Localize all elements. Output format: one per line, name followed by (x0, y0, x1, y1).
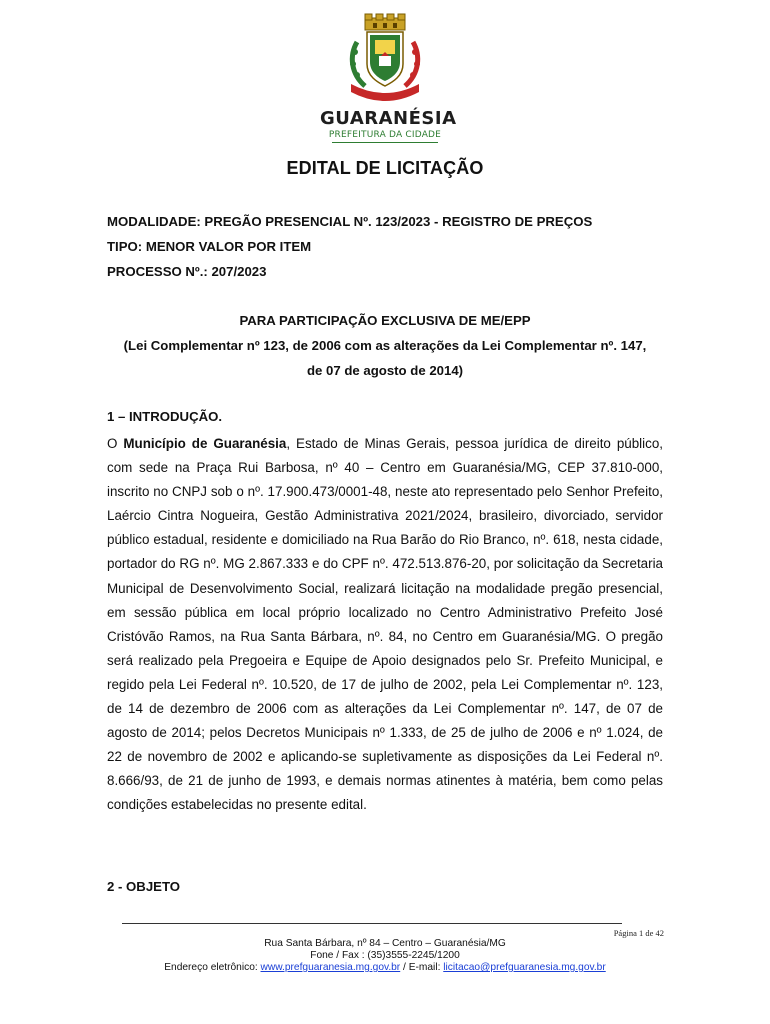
footer-contact (0, 962, 770, 973)
footer-phone: Fone / Fax : (35)3555-2245/1200 (310, 950, 460, 961)
processo-line: PROCESSO Nº.: 207/2023 (107, 264, 267, 279)
footer-address: Rua Santa Bárbara, nº 84 – Centro – Guaranésia/MG (264, 938, 506, 949)
city-crest-icon (343, 12, 427, 108)
participation-law-line-2: de 07 de agosto de 2014) (306, 363, 464, 378)
objeto-heading: 2 - OBJETO (107, 879, 181, 894)
intro-heading: 1 – INTRODUÇÃO. (107, 409, 223, 424)
participation-heading: PARA PARTICIPAÇÃO EXCLUSIVA DE ME/EPP (239, 313, 531, 328)
intro-body: , Estado de Minas Gerais, pessoa jurídica de direito público, com sede na Praça Rui Barbosa, nº 40 – Centro em Guaranésia/MG, CEP 37.810-000, inscrito no CNPJ sob o nº. 17.900.473/0001-48, neste ato representado pelo Senhor Prefeito, Laércio Cintra Nogueira, Gestão Administrativa 2021/2024, brasileiro, divorciado, servidor público estadual, residente e domiciliado na Rua Barão do Rio Branco, nº. 618, nesta cidade, portador do RG nº. MG 2.867.333 e do CPF nº. 472.513.876-20, por solicitação da Secretaria Municipal de Desenvolvimento Social, realizará licitação na modalidade pregão presencial, em sessão pública em local próprio localizado no Centro Administrativo Prefeito José Cristóvão Ramos, na Rua Santa Bárbara, nº. 84, no Centro em Guaranésia/MG. O pregão será realizado pela Pregoeira e Equipe de Apoio designados pelo Sr. Prefeito Municipal, e regido pela Lei Federal nº. 10.520, de 17 de julho de 2002, pela Lei Complementar nº. 123, de 14 de dezembro de 2006 com as alterações da Lei Complementar nº. 147, de 07 de agosto de 2014; pelos Decretos Municipais nº 1.333, de 25 de julho de 2006 e nº 1.024, de 22 de novembro de 2002 e aplicando-se supletivamente as disposições da Lei Federal nº. 8.666/93, de 21 de junho de 1993, e demais normas atinentes à matéria, bem como pelas condições estabelecidas no presente edital. (107, 436, 663, 813)
website-link[interactable]: www.prefguaranesia.mg.gov.br (260, 962, 401, 973)
tipo-line: TIPO: MENOR VALOR POR ITEM (107, 239, 312, 254)
intro-paragraph (107, 432, 663, 818)
intro-lead: O (107, 436, 124, 451)
city-subtitle: PREFEITURA DA CIDADE (328, 130, 442, 140)
footer-divider (122, 923, 622, 924)
intro-municipality: Município de Guaranésia (123, 436, 287, 451)
modalidade-line: MODALIDADE: PREGÃO PRESENCIAL Nº. 123/2023 - REGISTRO DE PREÇOS (107, 214, 593, 229)
website-label: Endereço eletrônico: (164, 962, 261, 973)
logo-divider (332, 142, 438, 143)
page-number: Página 1 de 42 (613, 928, 664, 938)
city-name: GUARANÉSIA (320, 108, 457, 129)
email-link[interactable]: licitacao@prefguaranesia.mg.gov.br (443, 962, 606, 973)
contact-separator: / E-mail: (400, 962, 444, 973)
document-title: EDITAL DE LICITAÇÃO (286, 158, 484, 178)
participation-law-line-1: (Lei Complementar nº 123, de 2006 com as alterações da Lei Complementar nº. 147, (123, 338, 647, 353)
city-logo (320, 12, 457, 152)
